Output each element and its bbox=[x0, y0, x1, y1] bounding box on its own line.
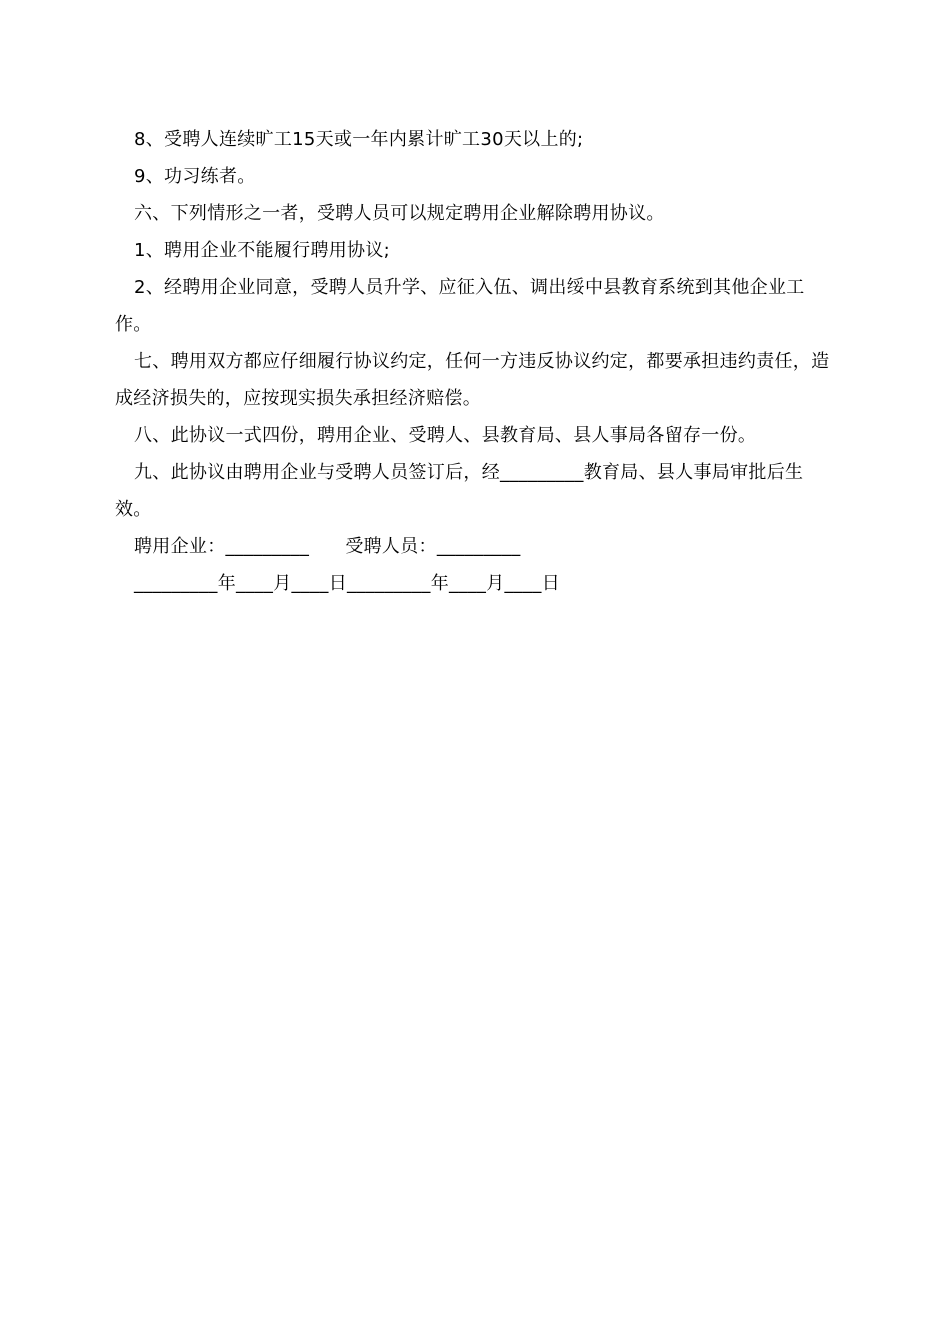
paragraph-section-6-item-2: 2、经聘用企业同意，受聘人员升学、应征入伍、调出绥中县教育系统到其他企业工作。 bbox=[115, 277, 805, 335]
paragraph-section-6-item-1: 1、聘用企业不能履行聘用协议; bbox=[134, 240, 391, 261]
paragraph-section-8: 八、此协议一式四份，聘用企业、受聘人、县教育局、县人事局各留存一份。 bbox=[134, 425, 757, 446]
paragraph-section-7: 七、聘用双方都应仔细履行协议约定，任何一方违反协议约定，都要承担违约责任，造成经济损失的，应按现实损失承担经济赔偿。 bbox=[115, 351, 830, 409]
paragraph-clause-8: 8、受聘人连续旷工15天或一年内累计旷工30天以上的; bbox=[134, 129, 584, 150]
signature-line: 聘用企业：_________ 受聘人员：_________ bbox=[134, 536, 521, 557]
date-line: _________年____月____日_________年____月____日 bbox=[134, 573, 560, 594]
paragraph-section-6: 六、下列情形之一者，受聘人员可以规定聘用企业解除聘用协议。 bbox=[134, 203, 665, 224]
document-body bbox=[115, 121, 839, 602]
paragraph-clause-9: 9、功习练者。 bbox=[134, 166, 256, 187]
paragraph-section-9: 九、此协议由聘用企业与受聘人员签订后，经_________教育局、县人事局审批后生效。 bbox=[115, 462, 804, 520]
